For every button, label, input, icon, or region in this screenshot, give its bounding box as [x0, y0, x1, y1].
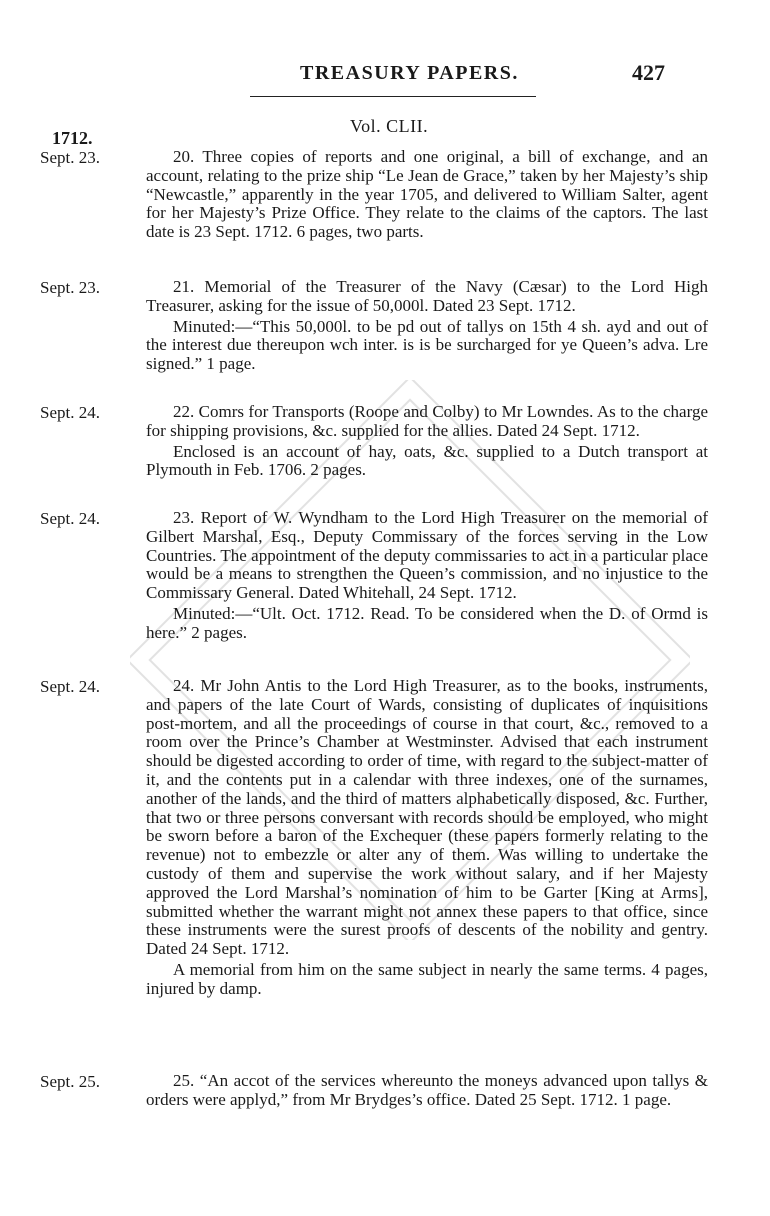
entry-text: [146, 1072, 708, 1110]
entry-text: [146, 278, 708, 374]
entry-date: Sept. 24.: [40, 677, 100, 696]
year-label: 1712.: [52, 128, 93, 148]
entry-text: [146, 509, 708, 643]
running-title: TREASURY PAPERS.: [300, 62, 519, 84]
entry-text: [146, 677, 708, 999]
minuted-note: Minuted:—“This 50,000l. to be pd out of tallys on 15th 4 sh. ayd and out of the interest due thereupon wch inter. is is be surcharged for ye Queen’s adva. Lre signed.” 1 page.: [146, 316, 708, 374]
entry-text: [146, 148, 708, 242]
page-header: [0, 62, 770, 92]
enclosure-note: Enclosed is an account of hay, oats, &c. supplied to a Dutch transport at Plymouth in Feb. 1706. 2 pages.: [146, 441, 708, 480]
memorial-note: A memorial from him on the same subject in nearly the same terms. 4 pages, injured by damp.: [146, 959, 708, 998]
entry-date: Sept. 24.: [40, 403, 100, 422]
volume-heading: Vol. CLII.: [350, 116, 429, 136]
entry-text: [146, 403, 708, 480]
entry-paragraph: 23. Report of W. Wyndham to the Lord High Treasurer on the memorial of Gilbert Marshal, Esq., Deputy Commissary of the forces serving in the Low Countries. The appointment of the deputy commissaries to act in a particular place would be a means to strengthen the Queen’s commission, and no injustice to the Commissary General. Dated Whitehall, 24 Sept. 1712.: [146, 508, 708, 603]
entry-paragraph: 25. “An accot of the services whereunto the moneys advanced upon tallys & orders were applyd,” from Mr Brydges’s office. Dated 25 Sept. 1712. 1 page.: [146, 1071, 708, 1109]
entry-paragraph: 21. Memorial of the Treasurer of the Navy (Cæsar) to the Lord High Treasurer, asking for the issue of 50,000l. Dated 23 Sept. 1712.: [146, 277, 708, 315]
entry-date: Sept. 23.: [40, 278, 100, 297]
header-rule: [250, 96, 536, 97]
entry-date: Sept. 24.: [40, 509, 100, 528]
entry-date: Sept. 25.: [40, 1072, 100, 1091]
entry-date: Sept. 23.: [40, 148, 100, 167]
minuted-note: Minuted:—“Ult. Oct. 1712. Read. To be considered when the D. of Ormd is here.” 2 pages.: [146, 603, 708, 642]
page-number: 427: [632, 60, 665, 85]
entry-paragraph: 24. Mr John Antis to the Lord High Treasurer, as to the books, instruments, and papers of the late Court of Wards, consisting of duplicates of inquisitions post-mortem, and all the proceedings of course in that court, &c., removed to a room over the Prince’s Chamber at Westminster. Advised that each instrument should be digested according to order of time, with regard to the subject-matter of it, and the contents put in a calendar with three indexes, one of the surnames, another of the lands, and the third of matters alphabetically disposed, &c. Further, that two or three persons conversant with records should be employed, who might be sworn before a baron of the Exchequer (these papers formerly relating to the revenue) not to embezzle or alter any of them. Was willing to undertake the custody of them and supervise the work without salary, and if her Majesty approved the Lord Marshal’s nomination of him to be Garter [King at Arms], submitted whether the warrant might not annex these papers to that office, since these instruments were the surest proofs of descents of the nobility and gentry. Dated 24 Sept. 1712.: [146, 676, 708, 959]
entry-paragraph: 20. Three copies of reports and one original, a bill of exchange, and an account, relating to the prize ship “Le Jean de Grace,” taken by her Majesty’s ship “Newcastle,” apparently in the year 1705, and delivered to William Salter, agent for her Majesty’s Prize Office. They relate to the claims of the captors. The last date is 23 Sept. 1712. 6 pages, two parts.: [146, 147, 708, 242]
entry-paragraph: 22. Comrs for Transports (Roope and Colby) to Mr Lowndes. As to the charge for shipping provisions, &c. supplied for the allies. Dated 24 Sept. 1712.: [146, 402, 708, 440]
